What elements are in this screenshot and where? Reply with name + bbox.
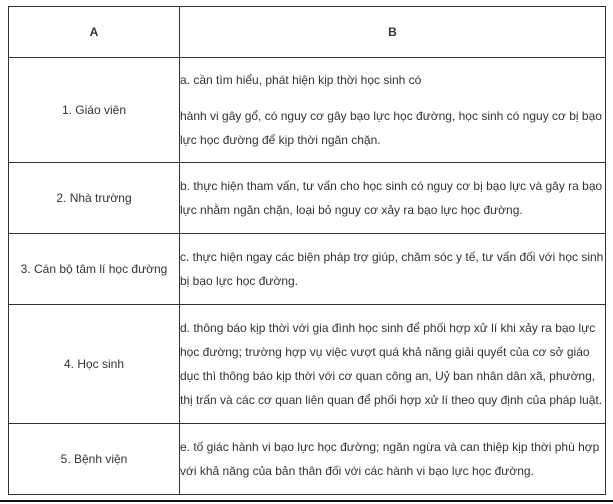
table-row (9, 305, 606, 424)
table-row (9, 424, 606, 495)
cell-a: 1. Giáo viên (9, 58, 180, 163)
cell-b-text: d. thông báo kịp thời với gia đình học sinh để phối hợp xử lí khi xảy ra bạo lực học đường; trường hợp vụ việc vượt quá khả năng giải quyết của cơ sở giáo dục thì thông báo kịp thời với cơ quan công an, Uỷ ban nhân dân xã, phường, thị trấn và các cơ quan liên quan để phối hợp xử lí theo quy định của pháp luật. (180, 321, 603, 407)
bottom-divider (0, 500, 613, 502)
cell-b-text: a. cần tìm hiểu, phát hiện kịp thời học sinh có (180, 73, 422, 87)
cell-b (180, 163, 606, 234)
cell-b-text: hành vi gây gổ, có nguy cơ gây bạo lực học đường, học sinh có nguy cơ bị bạo lực học đường để kịp thời ngăn chặn. (180, 109, 602, 147)
cell-b (180, 234, 606, 305)
matching-table (8, 6, 606, 495)
cell-b-text: b. thực hiện tham vấn, tư vấn cho học sinh có nguy cơ bị bạo lực và gây ra bạo lực nhằm ngăn chặn, loại bỏ nguy cơ xảy ra bạo lực học đường. (180, 179, 603, 217)
cell-b-text: c. thực hiện ngay các biện pháp trợ giúp, chăm sóc y tế, tư vấn đối với học sinh bị bạo lực học đường. (180, 250, 604, 288)
cell-b-text: e. tố giác hành vi bạo lực học đường; ngăn ngừa và can thiệp kịp thời phù hợp với khả năng của bản thân đối với các hành vi bạo lực học đường. (180, 440, 600, 478)
cell-a: 3. Cán bộ tâm lí học đường (9, 234, 180, 305)
table-row (9, 58, 606, 163)
cell-b (180, 305, 606, 424)
header-row (9, 7, 606, 58)
cell-b (180, 58, 606, 163)
table-row (9, 234, 606, 305)
column-header-b: B (180, 7, 606, 58)
cell-a: 2. Nhà trường (9, 163, 180, 234)
table-row (9, 163, 606, 234)
cell-b (180, 424, 606, 495)
cell-a: 4. Học sinh (9, 305, 180, 424)
cell-a: 5. Bệnh viện (9, 424, 180, 495)
column-header-a: A (9, 7, 180, 58)
